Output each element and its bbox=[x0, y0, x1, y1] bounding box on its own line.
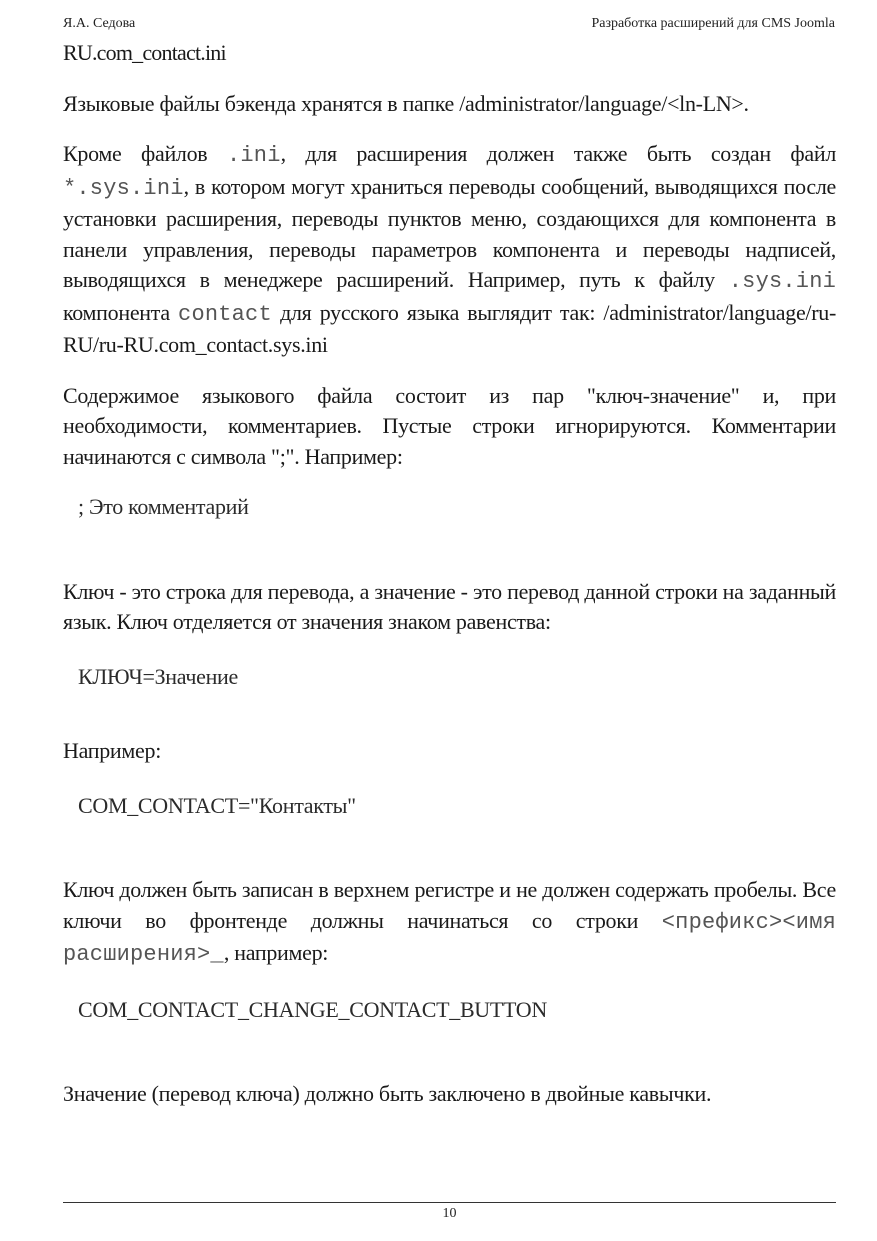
text-segment: , например: bbox=[223, 940, 329, 965]
example-button-key: COM_CONTACT_CHANGE_CONTACT_BUTTON bbox=[78, 996, 547, 1022]
paragraph-key-rules bbox=[63, 875, 836, 971]
code-ini-extension: .ini bbox=[226, 143, 281, 168]
text-segment: Ключ должен быть записан в верхнем регистре и не должен содержать пробелы. Все ключи во фронтенде должны начинаться со строки bbox=[63, 877, 836, 933]
paragraph-value-quotes: Значение (перевод ключа) должно быть заключено в двойные кавычки. bbox=[63, 1081, 712, 1106]
header-author: Я.А. Седова bbox=[63, 16, 136, 31]
text-segment: , для расширения должен также быть создан файл bbox=[280, 141, 836, 166]
running-header bbox=[63, 16, 835, 36]
header-book-title: Разработка расширений для CMS Joomla bbox=[591, 16, 835, 31]
text-segment: , в котором могут храниться переводы сообщений, выводящихся после установки расширения, переводы пунктов меню, создающихся для компонента в панели управления, переводы параметров компонента и переводы надписей, выводящихся в менеджере расширений. Например, путь к файлу bbox=[63, 173, 836, 292]
text-segment: компонента bbox=[63, 299, 179, 325]
paragraph-file-contents: Содержимое языкового файла состоит из пар "ключ-значение" и, при необходимости, комментариев. Пустые строки игнорируются. Комментарии начинаются с символа ";". Например: bbox=[63, 382, 836, 469]
footer-divider bbox=[63, 1202, 836, 1203]
code-sys-ini: .sys.ini bbox=[728, 269, 836, 294]
page-body bbox=[63, 38, 836, 1110]
example-key-value: КЛЮЧ=Значение bbox=[78, 663, 238, 689]
code-sys-ini-wildcard: *.sys.ini bbox=[63, 175, 184, 201]
paragraph-key-definition: Ключ - это строка для перевода, а значение - это перевод данной строки на заданный язык. Ключ отделяется от значения знаком равенства: bbox=[63, 578, 836, 634]
page-number: 10 bbox=[442, 1206, 457, 1221]
example-comment: ; Это комментарий bbox=[78, 494, 249, 519]
paragraph-for-example: Например: bbox=[63, 738, 162, 763]
text-segment: Кроме файлов bbox=[63, 141, 227, 166]
text-segment: для русского языка выглядит так: /administrator/language/ru-RU/ru-RU.com_contact.sys.ini bbox=[63, 299, 836, 357]
code-contact: contact bbox=[178, 301, 272, 327]
code-prefix-pattern: <префикс><имя расширения>_ bbox=[63, 909, 836, 967]
paragraph-filename: RU.com_contact.ini bbox=[63, 40, 226, 65]
paragraph-backend-location: Языковые файлы бэкенда хранятся в папке /administrator/language/<ln-LN>. bbox=[63, 90, 749, 116]
paragraph-sys-ini bbox=[63, 139, 836, 361]
example-com-contact: COM_CONTACT="Контакты" bbox=[78, 792, 356, 818]
